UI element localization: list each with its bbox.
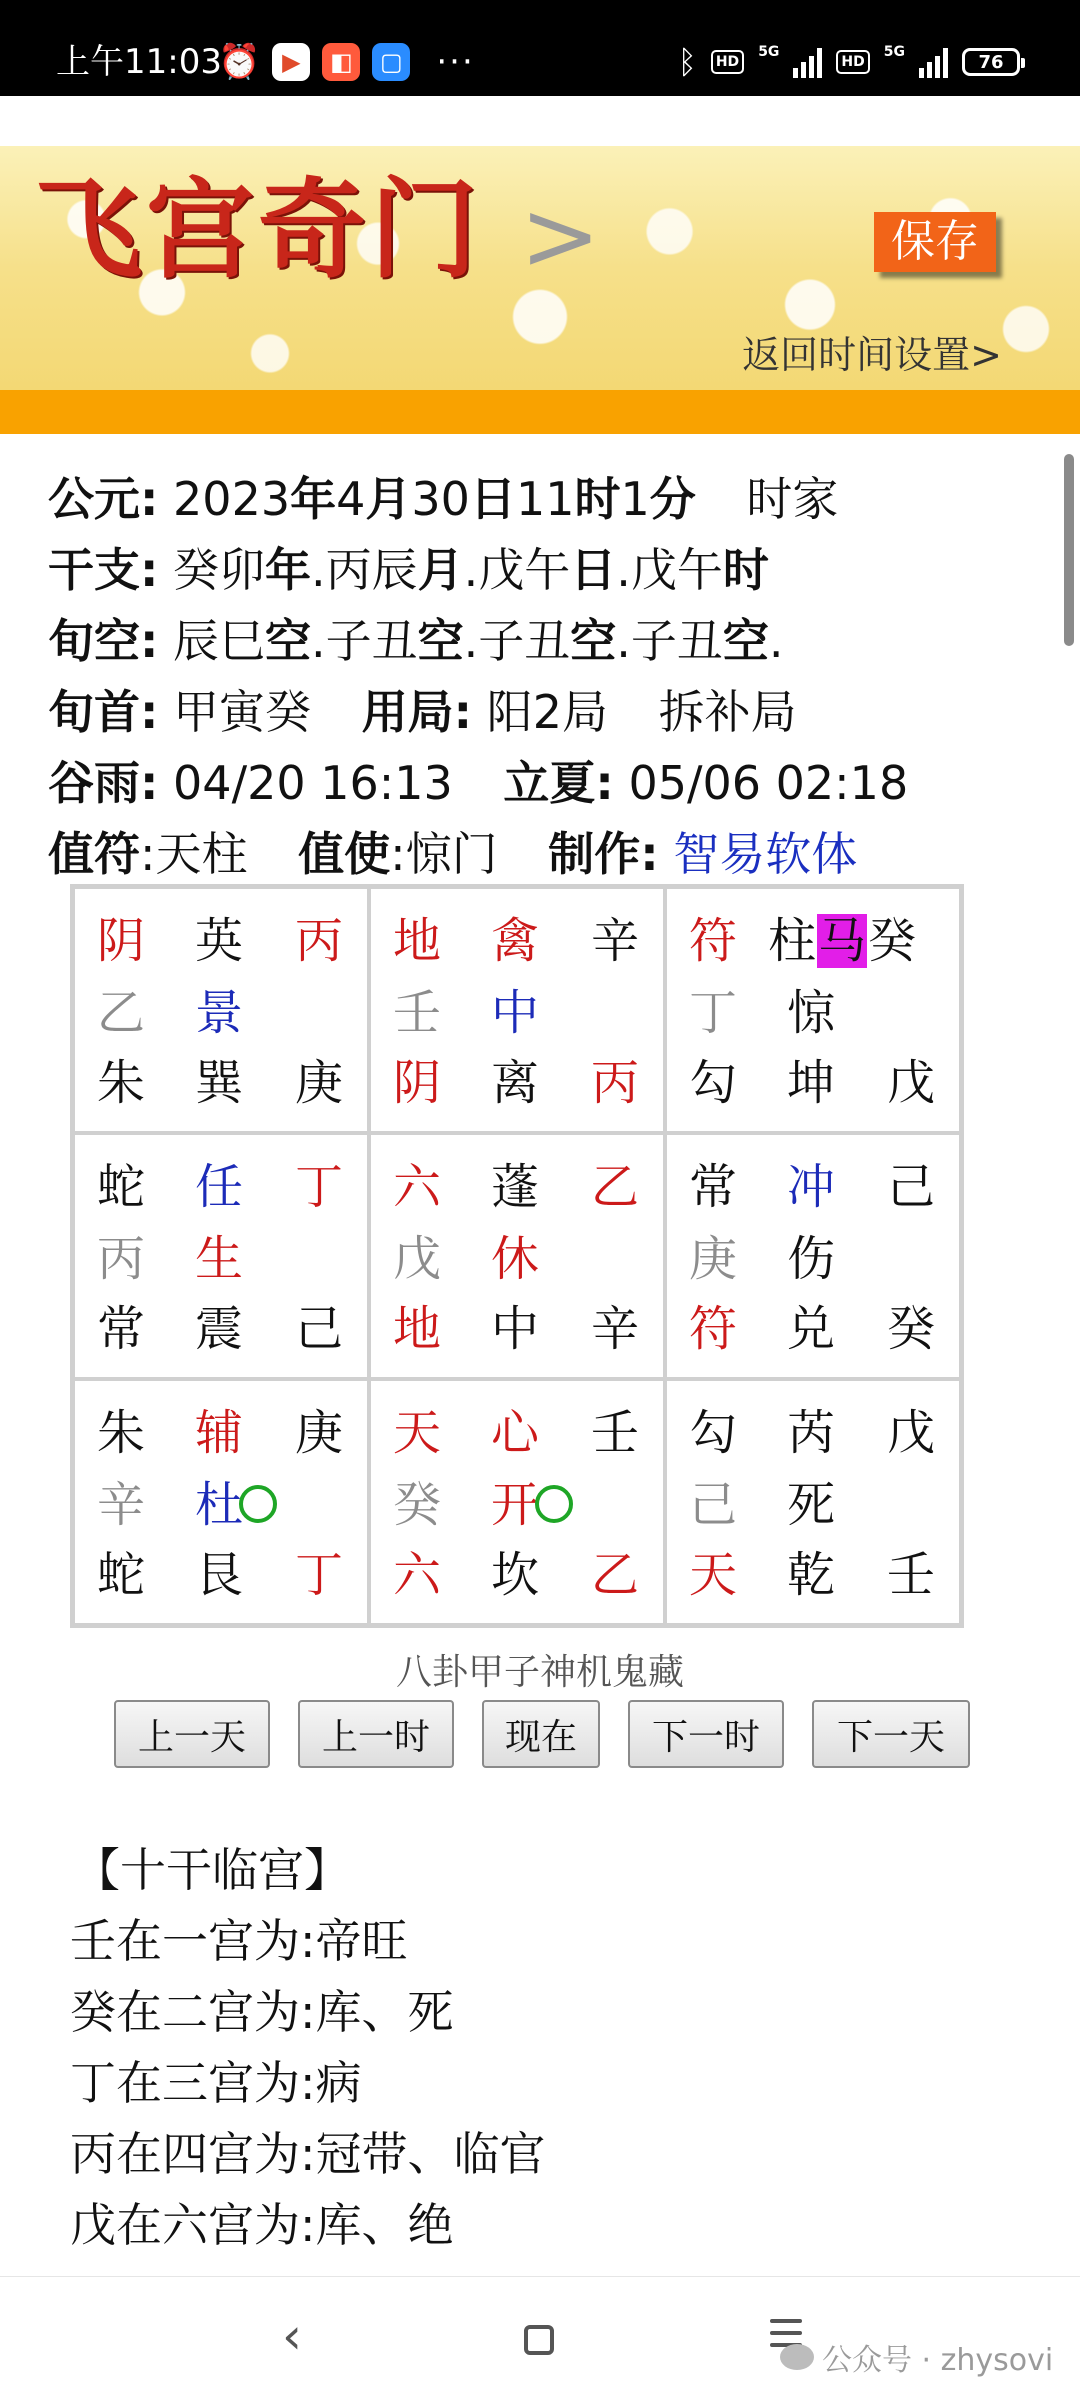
palace-earth-spirit: 地 [392,1301,441,1357]
month-unit: 月 [365,472,412,526]
gongyuan-hour: 11 [515,472,575,526]
palace-heaven-stem: 乙 [590,1159,639,1215]
xunkong-3: .子丑 [463,614,571,668]
palace-door: 惊 [786,985,835,1041]
palace-earth-stem: 癸 [886,1301,935,1357]
palace-earth-stem: 丁 [294,1547,343,1603]
list-item: 壬在一宫为:帝旺 [70,1914,408,1968]
kong-2: 空 [417,614,464,668]
palace-spirit: 蛇 [96,1159,145,1215]
section-title: 【十干临宫】 [74,1843,350,1897]
ganzhi-hour-unit: 时 [722,543,769,597]
palace-spirit: 勾 [688,1405,737,1461]
status-right-icons [678,40,1020,84]
scrollbar[interactable] [1064,454,1074,646]
palace-earth-stem: 辛 [590,1301,639,1357]
palace-trigram: 兑 [786,1301,835,1357]
palace-door: 生 [194,1231,243,1287]
back-to-time-settings-link[interactable]: 返回时间设置> [742,333,1002,377]
palace-heaven-stem: 癸 [867,913,916,969]
palace-door: 伤 [786,1231,835,1287]
title-arrow-icon: > [520,180,601,292]
palace-hidden-stem: 乙 [96,985,145,1041]
palace-star: 心 [490,1405,539,1461]
palace-star: 辅 [194,1405,243,1461]
status-bar [0,0,1080,96]
back-nav-icon[interactable]: ‹ [282,2307,302,2365]
palace-cell[interactable] [73,1379,369,1625]
xunkong-2: .子丑 [311,614,418,668]
lixia-value: 05/06 02:18 [628,756,909,810]
zhifu-label: 值符 [48,827,140,881]
palace-trigram: 震 [194,1301,243,1357]
year-unit: 年 [290,472,337,526]
palace-door: 景 [194,985,243,1041]
minute-unit: 分 [649,472,696,526]
xunkong-end: . [768,614,784,668]
list-item: 丁在三宫为:病 [70,2056,362,2110]
watermark-text: 公众号 · zhysovi [822,2343,1054,2378]
palace-hidden-stem: 丙 [96,1231,145,1287]
home-nav-icon[interactable] [524,2325,554,2355]
ganzhi-year: 癸卯 [173,543,266,597]
lixia-label: 立夏: [503,756,614,810]
guyu-label: 谷雨: [48,756,159,810]
palace-trigram: 离 [490,1055,539,1111]
palace-earth-stem: 丙 [590,1055,639,1111]
next-hour-button[interactable]: 下一时 [628,1700,784,1768]
palace-star: 蓬 [490,1159,539,1215]
palace-star: 柱 [767,913,816,969]
gongyuan-label: 公元: [48,472,159,526]
status-time: 上午11:03 [56,42,222,82]
palace-earth-spirit: 朱 [96,1055,145,1111]
ganzhi-month-unit: 月 [417,543,464,597]
xunshou-label: 旬首: [48,685,159,739]
ganzhi-day: .戊午 [463,543,571,597]
xunkong-label: 旬空: [48,614,159,668]
list-item: 癸在二宫为:库、死 [70,1985,454,2039]
info-xunshou [48,677,1048,748]
more-notifications-icon: ··· [436,42,475,82]
palace-star: 芮 [786,1405,835,1461]
prev-hour-button[interactable]: 上一时 [298,1700,454,1768]
palace-earth-spirit: 符 [688,1301,737,1357]
palace-hidden-stem: 壬 [392,985,441,1041]
yongju-label: 用局: [361,685,473,739]
palace-spirit: 朱 [96,1405,145,1461]
horse-highlight: 马 [817,913,866,969]
ganzhi-year-unit: 年 [265,543,312,597]
day-unit: 日 [469,472,516,526]
palace-spirit: 六 [392,1159,441,1215]
empty-circle-icon [531,1477,577,1533]
palace-spirit: 天 [392,1405,441,1461]
palace-trigram: 乾 [786,1547,835,1603]
info-zhifu [48,819,1048,890]
palace-earth-spirit: 六 [392,1547,441,1603]
zhishi-value: :惊门 [390,827,498,881]
palace-cell[interactable] [73,1133,369,1379]
time-nav-buttons [114,1700,970,1768]
palace-hidden-stem: 戊 [392,1231,441,1287]
ganzhi-hour: .戊午 [616,543,723,597]
shijia-label: 时家 [746,472,839,526]
ring-mark [239,1485,277,1523]
signal-icon-2 [919,46,948,78]
xunkong-1: 辰巳 [173,614,266,668]
app-square-icon: ▢ [372,43,410,81]
palace-earth-stem: 乙 [590,1547,639,1603]
palace-door: 杜 [194,1477,243,1533]
palace-trigram: 艮 [194,1547,243,1603]
info-gongyuan [48,464,1048,535]
chart-info [48,464,1048,890]
hd-badge-2: HD [836,50,869,74]
ten-stems-section [70,1834,1030,2261]
palace-door: 死 [786,1477,835,1533]
prev-day-button[interactable]: 上一天 [114,1700,270,1768]
palace-door: 中 [490,985,539,1041]
palace-cell[interactable] [665,887,961,1133]
palace-hidden-stem: 辛 [96,1477,145,1533]
palace-hidden-stem: 庚 [688,1231,737,1287]
palace-spirit: 符 [688,913,737,969]
hour-unit: 时 [574,472,621,526]
guyu-value: 04/20 16:13 [173,756,453,810]
palace-heaven-stem: 戊 [886,1405,935,1461]
kong-1: 空 [265,614,312,668]
palace-heaven-stem: 辛 [590,913,639,969]
palace-earth-stem: 戊 [886,1055,935,1111]
palace-earth-spirit: 天 [688,1547,737,1603]
kong-3: 空 [570,614,617,668]
horse-marker [817,913,867,969]
palace-earth-spirit: 勾 [688,1055,737,1111]
zhizuo-label: 制作: [548,827,659,881]
zhishi-label: 值使 [298,827,391,881]
app-title: 飞宫奇门 [34,167,483,293]
palace-cell[interactable] [665,1133,961,1379]
gongyuan-minute: 1 [620,472,650,526]
palace-spirit: 地 [392,913,441,969]
palace-trigram: 坎 [490,1547,539,1603]
xunkong-4: .子丑 [616,614,723,668]
palace-hidden-stem: 癸 [392,1477,441,1533]
palace-earth-stem: 壬 [886,1547,935,1603]
palace-heaven-stem: 庚 [294,1405,343,1461]
palace-trigram: 中 [490,1301,539,1357]
palace-heaven-stem: 壬 [590,1405,639,1461]
palace-cell[interactable] [73,887,369,1133]
palace-cell[interactable] [665,1379,961,1625]
palace-star: 任 [194,1159,243,1215]
info-xunkong [48,606,1048,677]
info-ganzhi [48,535,1048,606]
palace-earth-spirit: 常 [96,1301,145,1357]
watermark [780,2335,1053,2379]
system-nav-bar [0,2276,1080,2401]
palace-heaven-stem: 丁 [294,1159,343,1215]
palace-door: 开 [490,1477,539,1533]
bluetooth-icon: ᛒ [677,43,697,81]
palace-earth-stem: 己 [294,1301,343,1357]
gongyuan-month: 4 [336,472,366,526]
palace-cell[interactable] [369,1133,665,1379]
palace-cell[interactable] [369,887,665,1133]
ring-mark [535,1485,573,1523]
chaibu-label: 拆补局 [658,685,797,739]
grid-caption: 八卦甲子神机鬼藏 [395,1652,684,1693]
ganzhi-label: 干支: [48,543,159,597]
palace-hidden-stem: 己 [688,1477,737,1533]
save-button[interactable]: 保存 [874,212,996,272]
zhiyi-software-link[interactable]: 智易软体 [673,827,858,881]
orange-divider [0,390,1080,434]
ganzhi-day-unit: 日 [570,543,617,597]
nine-palace-grid [70,884,964,1628]
header-banner [0,146,1080,390]
5g-label: 5G [758,44,780,60]
5g-label-2: 5G [883,44,905,60]
gongyuan-year: 2023 [173,472,291,526]
palace-star: 禽 [490,913,539,969]
palace-heaven-stem: 己 [886,1159,935,1215]
xunshou-value: 甲寅癸 [173,685,312,739]
list-item: 戊在六宫为:库、绝 [70,2198,454,2252]
palace-earth-stem: 庚 [294,1055,343,1111]
alarm-icon: ⏰ [218,42,261,82]
palace-hidden-stem: 丁 [688,985,737,1041]
battery-icon: 76 [962,48,1020,76]
palace-heaven-stem: 丙 [294,913,343,969]
palace-spirit: 常 [688,1159,737,1215]
hd-badge: HD [711,50,744,74]
palace-earth-spirit: 阴 [392,1055,441,1111]
ganzhi-month: .丙辰 [311,543,418,597]
palace-star: 英 [194,913,243,969]
info-jieqi [48,748,1048,819]
list-item: 丙在四宫为:冠带、临官 [70,2127,546,2181]
yongju-value: 阳2局 [486,685,608,739]
kong-4: 空 [722,614,769,668]
status-left-icons [218,40,475,84]
now-button[interactable]: 现在 [482,1700,600,1768]
palace-trigram: 巽 [194,1055,243,1111]
signal-icon [793,46,822,78]
palace-trigram: 坤 [786,1055,835,1111]
palace-cell[interactable] [369,1379,665,1625]
next-day-button[interactable]: 下一天 [812,1700,970,1768]
play-store-icon: ▶ [272,43,310,81]
app-grid-icon: ◧ [322,43,360,81]
palace-star: 冲 [786,1159,835,1215]
palace-earth-spirit: 蛇 [96,1547,145,1603]
gongyuan-day: 30 [411,472,470,526]
zhifu-value: :天柱 [140,827,248,881]
palace-door: 休 [490,1231,539,1287]
wechat-icon [780,2344,814,2370]
palace-spirit: 阴 [96,913,145,969]
empty-circle-icon [235,1477,281,1533]
